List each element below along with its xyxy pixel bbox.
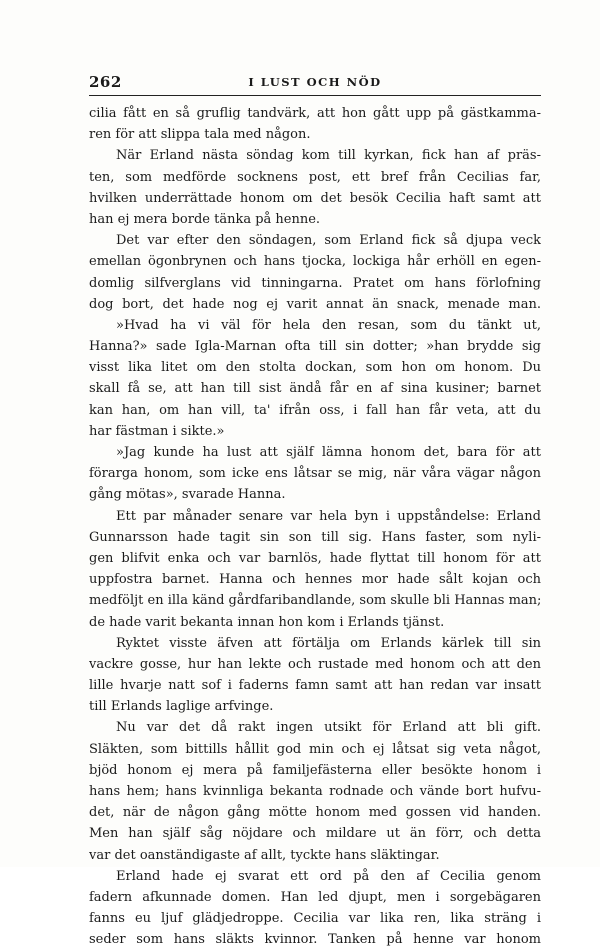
text-line: domlig silfverglans vid tinningarna. Pratet om hans förlofning xyxy=(89,275,541,291)
text-line: visst lika litet om den stolta dockan, som hon om honom. Du xyxy=(89,360,541,376)
text-line: Ett par månader senare var hela byn i uppståndelse: Erland xyxy=(116,508,541,524)
text-line: lille hvarje natt sof i faderns famn samt att han redan var insatt xyxy=(89,678,541,694)
text-line: fadern afkunnade domen. Han led djupt, men i sorgebägaren xyxy=(89,889,541,905)
text-line: Släkten, som bittills hållit god min och ej låtsat sig veta något, xyxy=(89,741,541,757)
text-line: gång mötas», svarade Hanna. xyxy=(89,487,286,503)
text-line: förarga honom, som icke ens låtsar se mig, när våra vägar någon xyxy=(89,466,541,482)
text-line: de hade varit bekanta innan hon kom i Erlands tjänst. xyxy=(89,614,445,630)
text-line: Ryktet visste äfven att förtälja om Erlands kärlek till sin xyxy=(116,635,541,651)
text-line: medföljt en illa känd gårdfaribandlande, som skulle bli Hannas man; xyxy=(89,593,541,609)
text-line: emellan ögonbrynen och hans tjocka, lockiga hår erhöll en egen- xyxy=(89,254,541,270)
text-line: Nu var det då rakt ingen utsikt för Erland att bli gift. xyxy=(116,720,541,736)
text-line: hans hem; hans kvinnliga bekanta rodnade och vände bort hufvu- xyxy=(89,784,541,799)
text-line: till Erlands laglige arfvinge. xyxy=(89,699,274,715)
text-line: Gunnarsson hade tagit sin son till sig. Hans faster, som nyli- xyxy=(89,529,541,545)
running-title: I LUST OCH NÖD xyxy=(248,75,382,89)
body-text xyxy=(89,103,541,951)
page-number: 262 xyxy=(89,73,122,91)
text-line: När Erland nästa söndag kom till kyrkan, fick han af präs- xyxy=(116,148,541,164)
text-line: Hanna?» sade Igla-Marnan ofta till sin dotter; »han brydde sig xyxy=(89,339,541,355)
text-line: var det oanständigaste af allt, tyckte hans släktingar. xyxy=(89,847,440,863)
text-line: skall få se, att han till sist ändå får en af sina kusiner; barnet xyxy=(89,381,541,397)
header-rule xyxy=(89,95,541,96)
text-line: hvilken underrättade honom om det besök Cecilia haft samt att xyxy=(89,190,541,206)
text-line: ren för att slippa tala med någon. xyxy=(89,127,311,143)
text-line: bjöd honom ej mera på familjefästerna eller besökte honom i xyxy=(89,762,541,778)
text-line: »Hvad ha vi väl för hela den resan, som du tänkt ut, xyxy=(116,317,541,333)
text-line: dog bort, det hade nog ej varit annat än snack, menade man. xyxy=(89,296,541,312)
text-line: Erland hade ej svarat ett ord på den af Cecilia genom xyxy=(116,868,541,884)
text-line: cilia fått en så gruflig tandvärk, att hon gått upp på gästkamma- xyxy=(89,106,541,121)
text-line: vackre gosse, hur han lekte och rustade med honom och att den xyxy=(89,656,541,672)
page-header xyxy=(89,73,541,93)
text-line: han ej mera borde tänka på henne. xyxy=(89,211,321,227)
text-line: ten, som medförde socknens post, ett bref från Cecilias far, xyxy=(89,169,541,185)
text-line: »Jag kunde ha lust att själf lämna honom det, bara för att xyxy=(116,445,541,460)
text-line: kan han, om han vill, ta' ifrån oss, i fall han får veta, att du xyxy=(89,402,541,418)
text-line: Det var efter den söndagen, som Erland fick så djupa veck xyxy=(116,233,541,249)
text-line: uppfostra barnet. Hanna och hennes mor hade sålt kojan och xyxy=(89,572,541,588)
text-line: det, när de någon gång mötte honom med gossen vid handen. xyxy=(89,805,541,821)
text-line: Men han själf såg nöjdare och mildare ut än förr, och detta xyxy=(89,826,541,842)
text-line: fanns eu ljuf glädjedroppe. Cecilia var lika ren, lika sträng i xyxy=(89,911,541,927)
text-line: gen blifvit enka och var barnlös, hade flyttat till honom för att xyxy=(89,550,541,566)
text-line: har fästman i sikte.» xyxy=(89,423,225,439)
text-line: seder som hans släkts kvinnor. Tanken på henne var honom xyxy=(89,932,541,948)
